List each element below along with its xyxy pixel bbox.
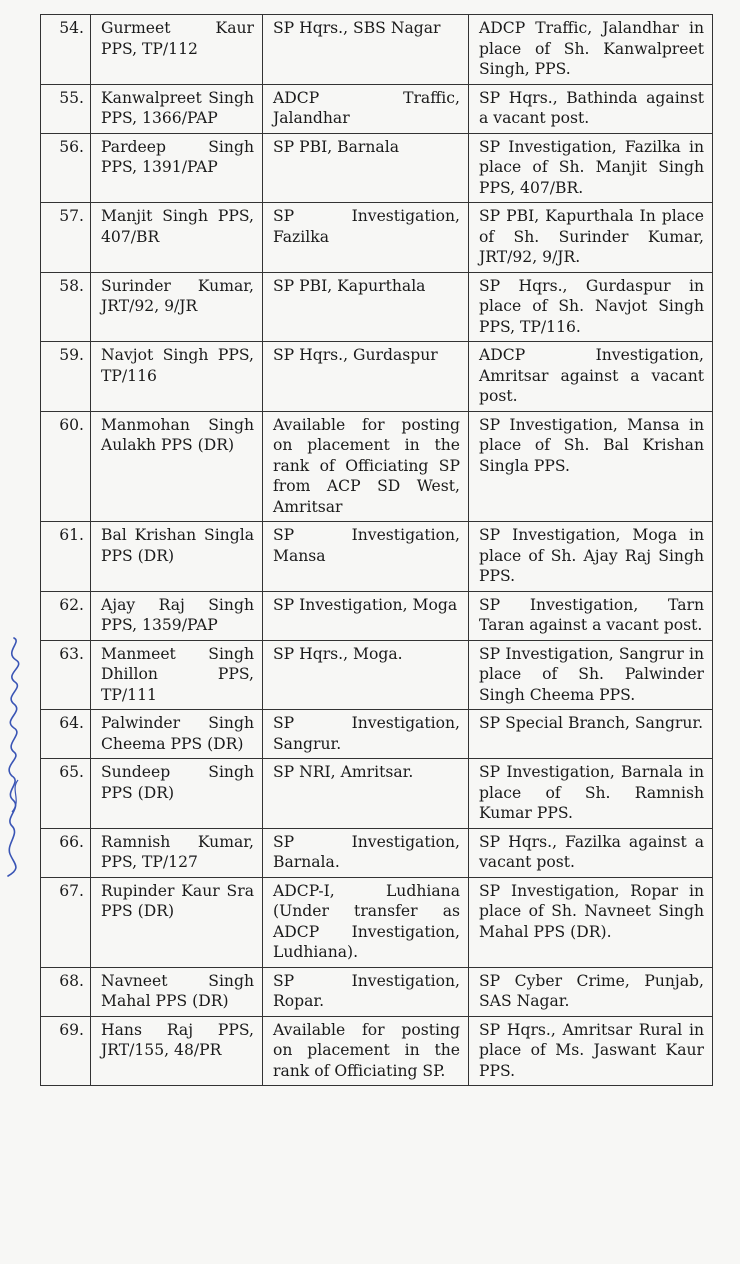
officer-name: Navneet Singh Mahal PPS (DR) (91, 967, 263, 1016)
present-posting: Available for posting on placement in the rank of Officiating SP. (263, 1016, 469, 1086)
new-posting: SP Investigation, Fazilka in place of Sh. Manjit Singh PPS, 407/BR. (469, 133, 713, 203)
present-posting: SP Investigation, Mansa (263, 522, 469, 592)
table-row (41, 522, 713, 592)
present-posting: SP Investigation, Sangrur. (263, 710, 469, 759)
new-posting: SP Cyber Crime, Punjab, SAS Nagar. (469, 967, 713, 1016)
new-posting: SP Investigation, Tarn Taran against a vacant post. (469, 591, 713, 640)
present-posting: SP Hqrs., Moga. (263, 640, 469, 710)
serial-number: 66. (41, 828, 91, 877)
present-posting: SP Investigation, Ropar. (263, 967, 469, 1016)
new-posting: ADCP Traffic, Jalandhar in place of Sh. Kanwalpreet Singh, PPS. (469, 15, 713, 85)
officer-name: Ajay Raj Singh PPS, 1359/PAP (91, 591, 263, 640)
new-posting: SP Hqrs., Bathinda against a vacant post. (469, 84, 713, 133)
officer-name: Surinder Kumar, JRT/92, 9/JR (91, 272, 263, 342)
table-row (41, 411, 713, 522)
officer-name: Sundeep Singh PPS (DR) (91, 759, 263, 829)
table-row (41, 84, 713, 133)
new-posting: SP Investigation, Ropar in place of Sh. Navneet Singh Mahal PPS (DR). (469, 877, 713, 967)
serial-number: 54. (41, 15, 91, 85)
table-row (41, 967, 713, 1016)
new-posting: SP PBI, Kapurthala In place of Sh. Surinder Kumar, JRT/92, 9/JR. (469, 203, 713, 273)
new-posting: SP Investigation, Moga in place of Sh. Ajay Raj Singh PPS. (469, 522, 713, 592)
table-row (41, 710, 713, 759)
officer-name: Hans Raj PPS, JRT/155, 48/PR (91, 1016, 263, 1086)
present-posting: SP Hqrs., SBS Nagar (263, 15, 469, 85)
present-posting: SP Investigation, Barnala. (263, 828, 469, 877)
serial-number: 56. (41, 133, 91, 203)
handwritten-signature (0, 630, 28, 880)
officer-name: Bal Krishan Singla PPS (DR) (91, 522, 263, 592)
new-posting: SP Hqrs., Fazilka against a vacant post. (469, 828, 713, 877)
new-posting: SP Investigation, Barnala in place of Sh. Ramnish Kumar PPS. (469, 759, 713, 829)
officer-name: Pardeep Singh PPS, 1391/PAP (91, 133, 263, 203)
transfer-posting-table (40, 14, 713, 1086)
officer-name: Manmohan Singh Aulakh PPS (DR) (91, 411, 263, 522)
serial-number: 61. (41, 522, 91, 592)
officer-name: Palwinder Singh Cheema PPS (DR) (91, 710, 263, 759)
table-body (41, 15, 713, 1086)
new-posting: SP Special Branch, Sangrur. (469, 710, 713, 759)
officer-name: Manjit Singh PPS, 407/BR (91, 203, 263, 273)
present-posting: SP Hqrs., Gurdaspur (263, 342, 469, 412)
present-posting: SP NRI, Amritsar. (263, 759, 469, 829)
serial-number: 63. (41, 640, 91, 710)
serial-number: 60. (41, 411, 91, 522)
officer-name: Ramnish Kumar, PPS, TP/127 (91, 828, 263, 877)
serial-number: 65. (41, 759, 91, 829)
officer-name: Rupinder Kaur Sra PPS (DR) (91, 877, 263, 967)
serial-number: 59. (41, 342, 91, 412)
table-row (41, 133, 713, 203)
table-row (41, 759, 713, 829)
serial-number: 64. (41, 710, 91, 759)
new-posting: SP Investigation, Mansa in place of Sh. Bal Krishan Singla PPS. (469, 411, 713, 522)
table-row (41, 272, 713, 342)
new-posting: ADCP Investigation, Amritsar against a vacant post. (469, 342, 713, 412)
new-posting: SP Hqrs., Amritsar Rural in place of Ms. Jaswant Kaur PPS. (469, 1016, 713, 1086)
new-posting: SP Investigation, Sangrur in place of Sh. Palwinder Singh Cheema PPS. (469, 640, 713, 710)
serial-number: 57. (41, 203, 91, 273)
present-posting: ADCP-I, Ludhiana (Under transfer as ADCP Investigation, Ludhiana). (263, 877, 469, 967)
table-row (41, 828, 713, 877)
present-posting: Available for posting on placement in the rank of Officiating SP from ACP SD West, Amritsar (263, 411, 469, 522)
table-row (41, 203, 713, 273)
present-posting: SP Investigation, Moga (263, 591, 469, 640)
present-posting: SP PBI, Kapurthala (263, 272, 469, 342)
serial-number: 67. (41, 877, 91, 967)
officer-name: Manmeet Singh Dhillon PPS, TP/111 (91, 640, 263, 710)
table-row (41, 342, 713, 412)
serial-number: 69. (41, 1016, 91, 1086)
officer-name: Kanwalpreet Singh PPS, 1366/PAP (91, 84, 263, 133)
posting-table-container (40, 14, 712, 1086)
table-row (41, 591, 713, 640)
table-row (41, 877, 713, 967)
officer-name: Gurmeet Kaur PPS, TP/112 (91, 15, 263, 85)
serial-number: 58. (41, 272, 91, 342)
present-posting: SP Investigation, Fazilka (263, 203, 469, 273)
officer-name: Navjot Singh PPS, TP/116 (91, 342, 263, 412)
present-posting: SP PBI, Barnala (263, 133, 469, 203)
serial-number: 68. (41, 967, 91, 1016)
table-row (41, 640, 713, 710)
new-posting: SP Hqrs., Gurdaspur in place of Sh. Navjot Singh PPS, TP/116. (469, 272, 713, 342)
table-row (41, 1016, 713, 1086)
present-posting: ADCP Traffic, Jalandhar (263, 84, 469, 133)
table-row (41, 15, 713, 85)
serial-number: 62. (41, 591, 91, 640)
serial-number: 55. (41, 84, 91, 133)
